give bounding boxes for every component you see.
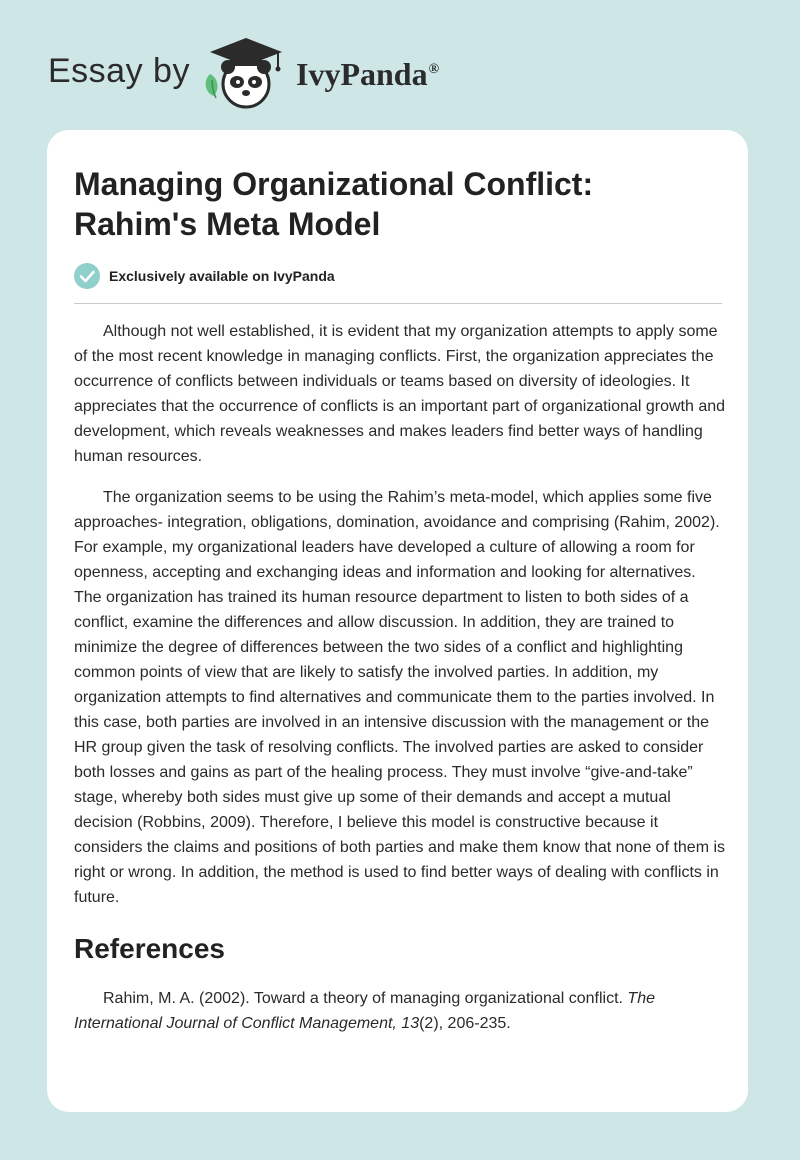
paragraph-1: Although not well established, it is evident that my organization attempts to apply some of the most recent knowledge in managing conflicts. First, the organization appreciates the occurrence of conflicts between individuals or teams based on diversity of ideologies. It appreciates that the occurrence of conflicts is an important part of organizational growth and development, which reveals weaknesses and makes leaders find better ways of handling human resources. [74, 323, 726, 465]
references-heading: References [74, 933, 225, 964]
reference-journal: The International Journal of Conflict Management, 13 [74, 990, 655, 1032]
essay-card [47, 130, 748, 1112]
badge-label: Exclusively available on IvyPanda [109, 268, 335, 284]
checkmark-icon [74, 263, 100, 289]
essay-by-label: Essay by [48, 52, 190, 90]
reference-part-2: (2), 206-235. [419, 1015, 511, 1032]
panda-logo-icon[interactable] [200, 34, 292, 110]
site-header [48, 34, 548, 114]
registered-mark: ® [428, 62, 440, 78]
paragraph-2: The organization seems to be using the Rahim’s meta-model, which applies some five approaches- integration, obligations, domination, avoidance and comprising (Rahim, 2002). For example, my organizational leaders have developed a culture of allowing a room for openness, accepting and exchanging ideas and information and looking for alternatives. The organization has trained its human resource department to listen to both sides of a conflict, examine the differences and allow discussion. In addition, they are trained to minimize the degree of differences between the two sides of a conflict and highlighting common points of view that are likely to satisfy the involved parties. In addition, my organization attempts to find alternatives and communicate them to the parties involved. In this case, both parties are involved in an intensive discussion with the management or the HR group given the task of resolving conflicts. The involved parties are asked to consider both losses and gains as part of the healing process. They must involve “give-and-take” stage, whereby both sides must give up some of their demands and accept a mutual decision (Robbins, 2009). Therefore, I believe this model is constructive because it considers the claims and positions of both parties and make them know that none of them is right or wrong. In addition, the method is used to find better ways of dealing with conflicts in future. [74, 489, 726, 906]
brand-text: IvyPanda [296, 56, 428, 92]
title-line-2: Rahim's Meta Model [74, 206, 381, 242]
title-divider [74, 303, 722, 304]
brand-name[interactable] [296, 56, 439, 93]
reference-part-1: Rahim, M. A. (2002). Toward a theory of managing organizational conflict. [103, 990, 628, 1007]
page-title [74, 164, 714, 244]
title-line-1: Managing Organizational Conflict: [74, 166, 594, 202]
article-body [74, 319, 726, 1052]
reference-entry [74, 986, 726, 1036]
